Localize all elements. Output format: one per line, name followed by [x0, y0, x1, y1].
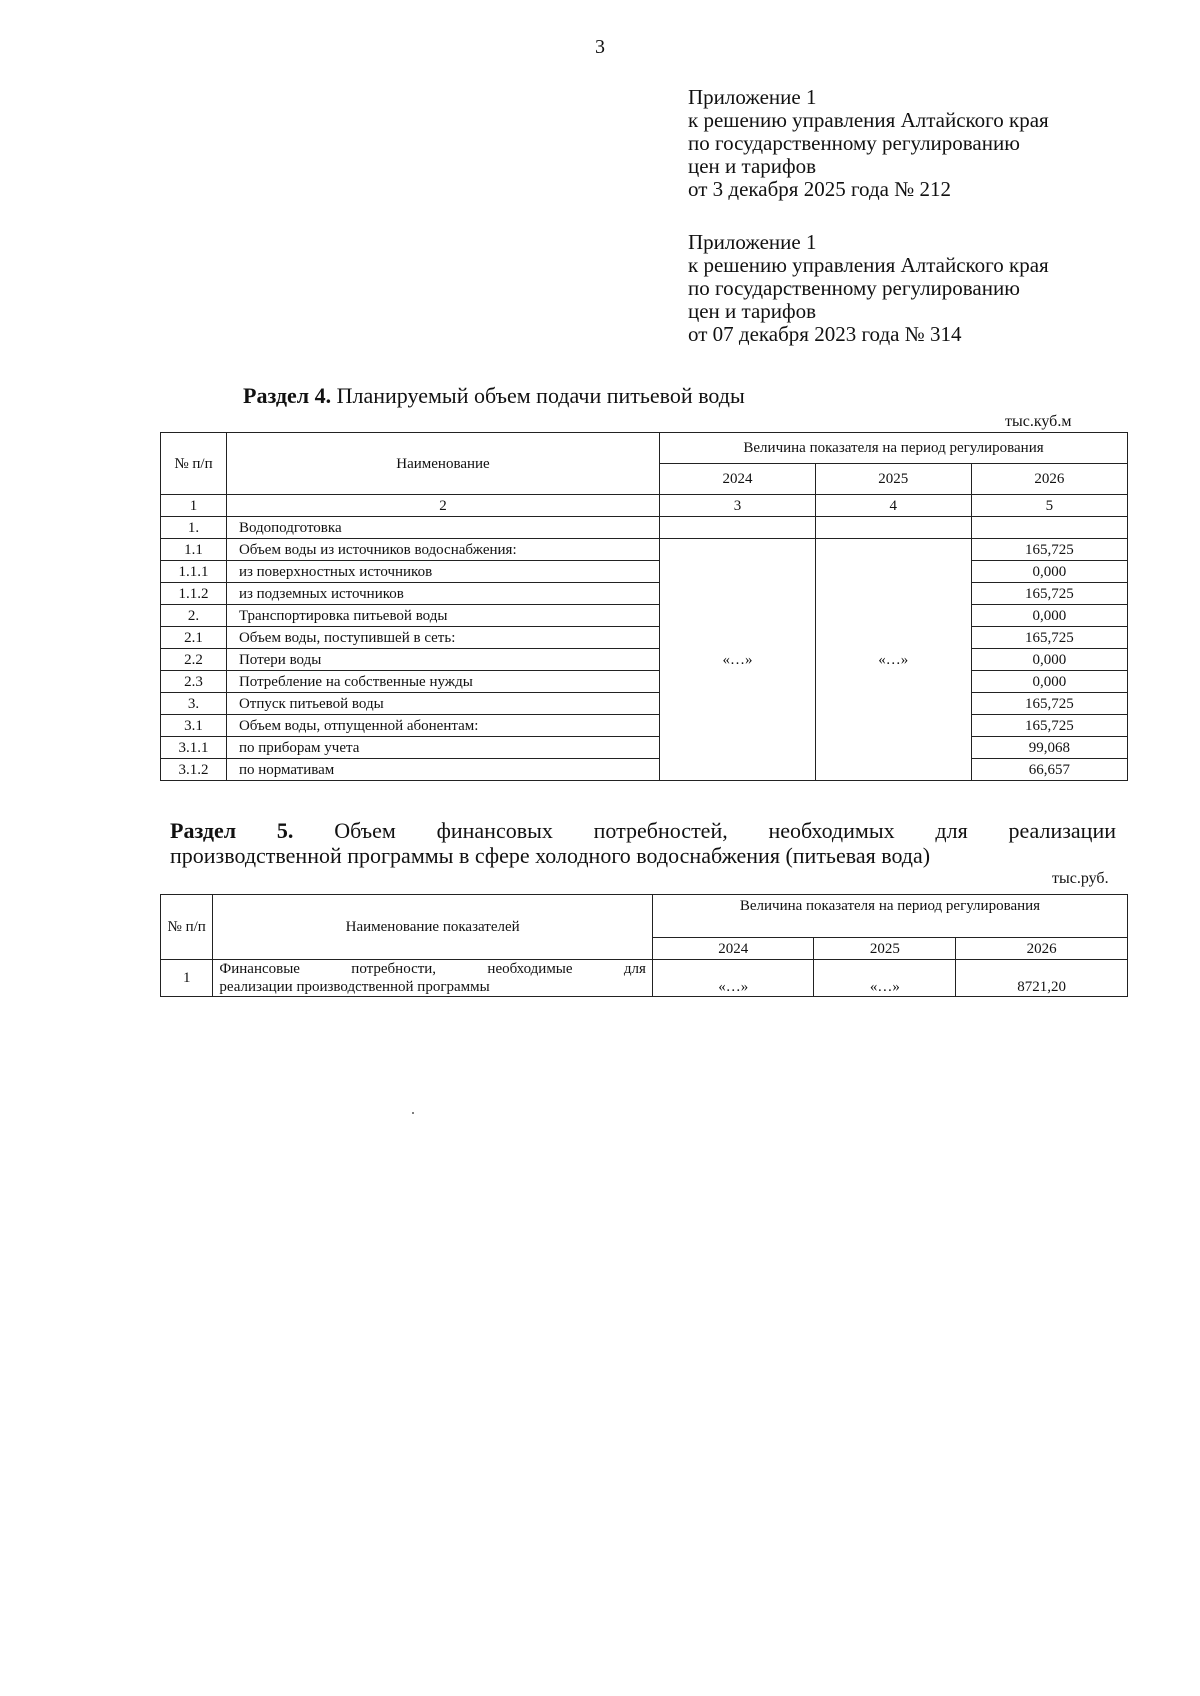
table-row	[161, 960, 1128, 997]
header-period: Величина показателя на период регулирования	[660, 433, 1128, 464]
table-row	[161, 737, 1128, 759]
section-4-title	[243, 383, 745, 408]
cell-2026: 165,725	[971, 583, 1127, 605]
scan-speck	[412, 1112, 414, 1114]
cell-2026: 165,725	[971, 693, 1127, 715]
cell-2026: 0,000	[971, 649, 1127, 671]
row-num: 2.2	[161, 649, 227, 671]
appendix-line: по государственному регулированию	[688, 276, 1020, 300]
row-num: 1.1.1	[161, 561, 227, 583]
page-number: 3	[595, 36, 605, 58]
table-row	[161, 583, 1128, 605]
appendix-line: к решению управления Алтайского края	[688, 108, 1049, 132]
row-num: 1.	[161, 517, 227, 539]
header-year-2025: 2025	[815, 464, 971, 495]
appendix-line: от 07 декабря 2023 года № 314	[688, 322, 962, 346]
table-row	[161, 671, 1128, 693]
row-name-line2: реализации производственной программы	[219, 979, 490, 995]
table-row	[161, 693, 1128, 715]
row-name: по приборам учета	[226, 737, 659, 759]
section-5-title-line1	[170, 818, 1116, 843]
table-row	[161, 627, 1128, 649]
appendix-line: цен и тарифов	[688, 299, 817, 323]
section-5-label: Раздел 5.	[170, 818, 294, 843]
appendix-header-current	[688, 86, 1049, 201]
row-num: 2.3	[161, 671, 227, 693]
row-num: 1	[161, 960, 213, 997]
row-num: 3.1.2	[161, 759, 227, 781]
header-year-2026: 2026	[971, 464, 1127, 495]
cell-2026	[971, 517, 1127, 539]
column-number: 1	[161, 495, 227, 517]
section-4-label: Раздел 4.	[243, 383, 332, 408]
financial-needs-table	[160, 894, 1128, 997]
water-volume-table	[160, 432, 1128, 781]
cell-2026: 165,725	[971, 715, 1127, 737]
column-number: 4	[815, 495, 971, 517]
cell-2025	[815, 517, 971, 539]
appendix-line: от 3 декабря 2025 года № 212	[688, 177, 951, 201]
cell-2024	[660, 517, 816, 539]
column-number: 5	[971, 495, 1127, 517]
row-num: 3.1	[161, 715, 227, 737]
row-name-line1: Финансовые потребности, необходимые для	[219, 961, 646, 977]
table-row	[161, 759, 1128, 781]
merged-cell-2025: «…»	[815, 539, 971, 781]
merged-cell-2024: «…»	[660, 539, 816, 781]
cell-2025: «…»	[814, 960, 956, 997]
header-year-2026: 2026	[956, 938, 1128, 960]
column-number: 2	[226, 495, 659, 517]
column-number: 3	[660, 495, 816, 517]
row-num: 1.1	[161, 539, 227, 561]
header-num: № п/п	[161, 433, 227, 495]
row-name: Потери воды	[226, 649, 659, 671]
row-name: по нормативам	[226, 759, 659, 781]
table-row	[161, 715, 1128, 737]
appendix-line: к решению управления Алтайского края	[688, 253, 1049, 277]
header-period: Величина показателя на период регулирования	[652, 895, 1127, 938]
cell-2026: 165,725	[971, 539, 1127, 561]
section-4-unit: тыс.куб.м	[1005, 413, 1072, 430]
header-year-2024: 2024	[652, 938, 814, 960]
table-row	[161, 517, 1128, 539]
row-num: 3.1.1	[161, 737, 227, 759]
row-name: Объем воды из источников водоснабжения:	[226, 539, 659, 561]
appendix-line: Приложение 1	[688, 85, 817, 109]
appendix-line: цен и тарифов	[688, 154, 817, 178]
row-name: Водоподготовка	[226, 517, 659, 539]
row-name: Потребление на собственные нужды	[226, 671, 659, 693]
cell-2026: 0,000	[971, 605, 1127, 627]
header-num: № п/п	[161, 895, 213, 960]
appendix-line: Приложение 1	[688, 230, 817, 254]
row-name: Объем воды, отпущенной абонентам:	[226, 715, 659, 737]
appendix-header-original	[688, 231, 1049, 346]
header-name: Наименование	[226, 433, 659, 495]
row-name: Транспортировка питьевой воды	[226, 605, 659, 627]
header-year-2024: 2024	[660, 464, 816, 495]
table-row	[161, 605, 1128, 627]
table-row	[161, 539, 1128, 561]
row-name: из подземных источников	[226, 583, 659, 605]
row-name: Отпуск питьевой воды	[226, 693, 659, 715]
header-year-2025: 2025	[814, 938, 956, 960]
row-name	[213, 960, 653, 997]
header-name: Наименование показателей	[213, 895, 653, 960]
cell-2026: 8721,20	[956, 960, 1128, 997]
row-name: из поверхностных источников	[226, 561, 659, 583]
cell-2026: 66,657	[971, 759, 1127, 781]
cell-2026: 0,000	[971, 561, 1127, 583]
section-5-unit: тыс.руб.	[1052, 870, 1109, 887]
row-num: 2.1	[161, 627, 227, 649]
row-num: 3.	[161, 693, 227, 715]
section-5-text: Объем финансовых потребностей, необходимых для реализации	[293, 818, 1116, 843]
table-row	[161, 561, 1128, 583]
section-5-title	[170, 818, 1116, 868]
row-num: 1.1.2	[161, 583, 227, 605]
cell-2026: 0,000	[971, 671, 1127, 693]
section-5-title-line2: производственной программы в сфере холодного водоснабжения (питьевая вода)	[170, 843, 931, 868]
table-row	[161, 649, 1128, 671]
cell-2024: «…»	[652, 960, 814, 997]
cell-2026: 99,068	[971, 737, 1127, 759]
appendix-line: по государственному регулированию	[688, 131, 1020, 155]
row-num: 2.	[161, 605, 227, 627]
row-name: Объем воды, поступившей в сеть:	[226, 627, 659, 649]
section-4-text: Планируемый объем подачи питьевой воды	[331, 383, 745, 408]
cell-2026: 165,725	[971, 627, 1127, 649]
